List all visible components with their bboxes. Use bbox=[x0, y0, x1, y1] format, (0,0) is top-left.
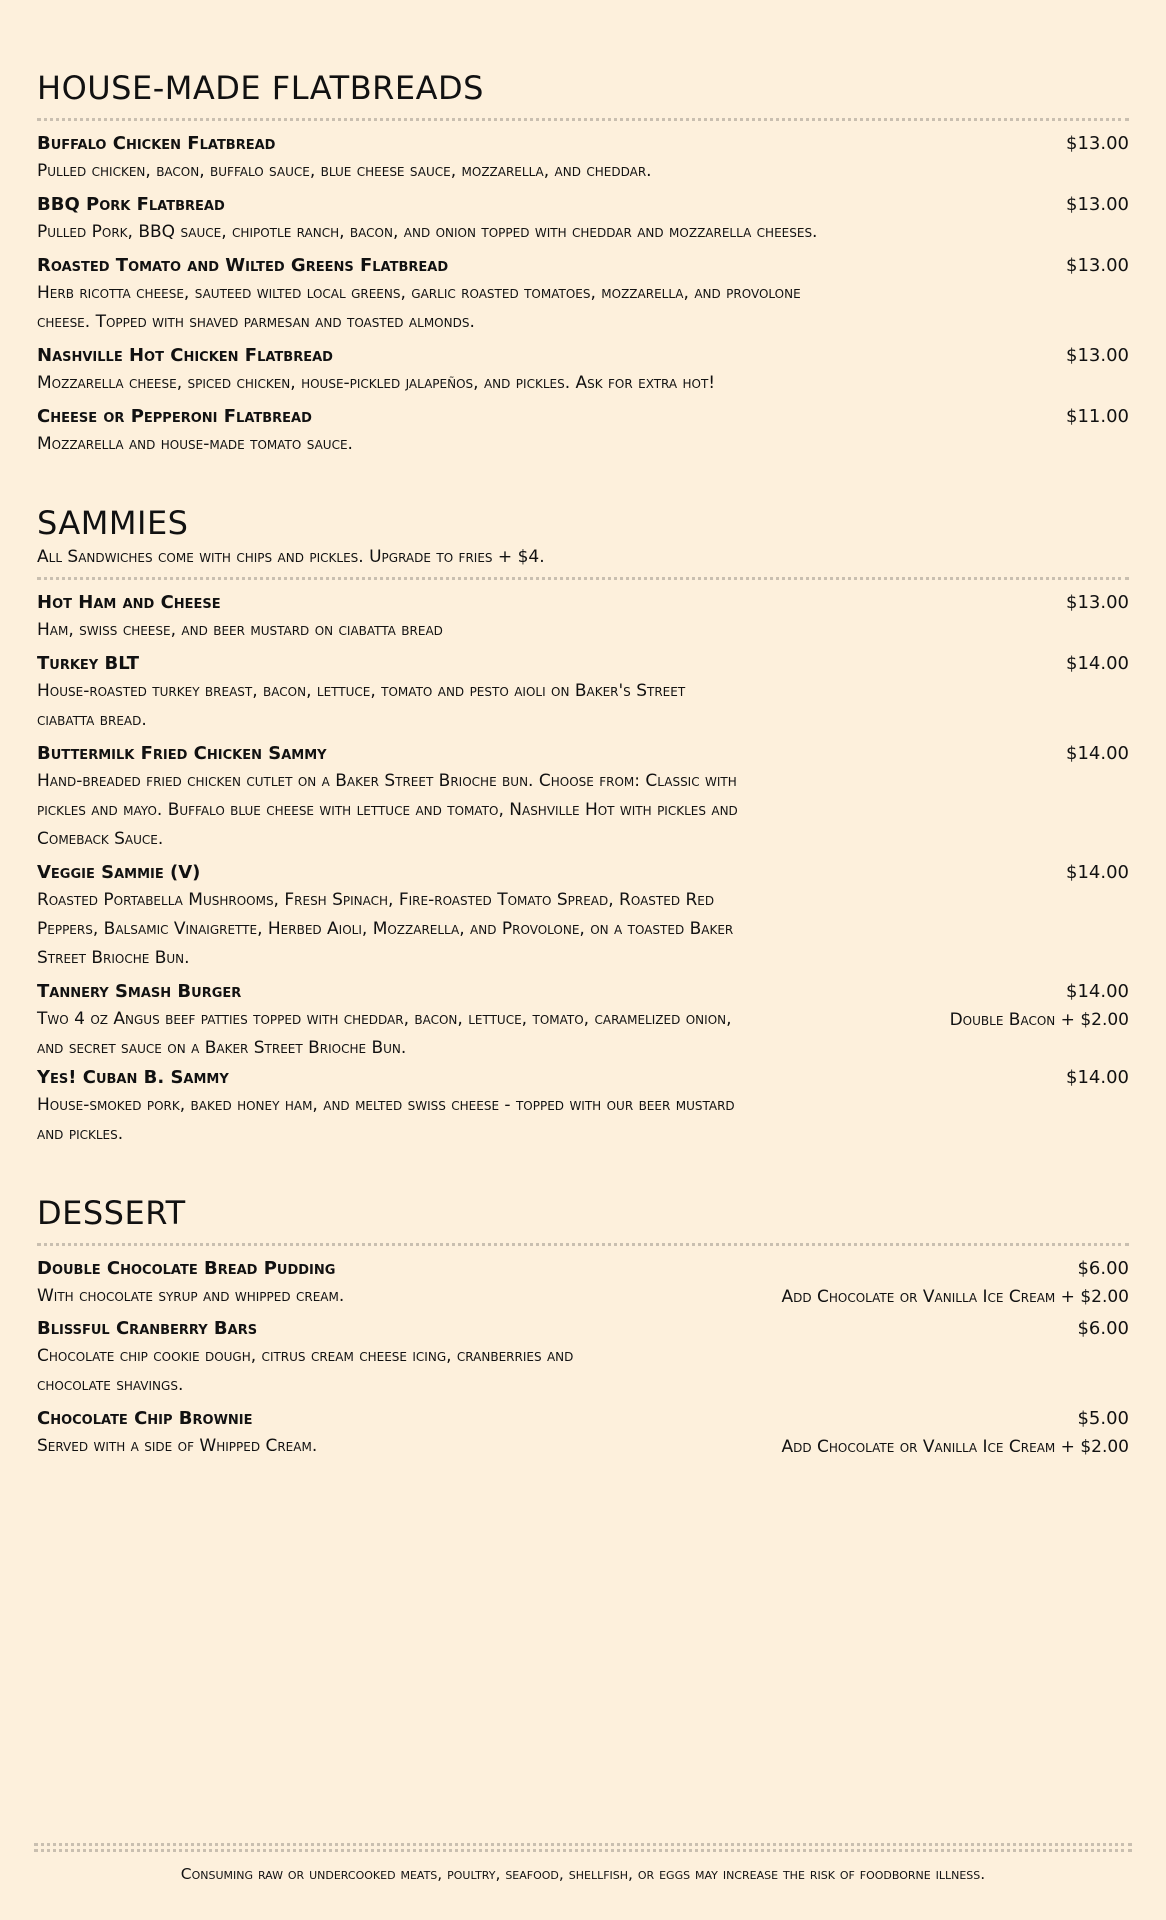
item-name: Double Chocolate Bread Pudding bbox=[37, 1258, 336, 1279]
item-description: Ham, swiss cheese, and beer mustard on ciabatta bread bbox=[37, 620, 443, 640]
menu-item bbox=[37, 131, 1129, 186]
item-price: $13.00 bbox=[1066, 345, 1129, 366]
addon-plus: + bbox=[1060, 1010, 1075, 1030]
item-name: BBQ Pork Flatbread bbox=[37, 194, 225, 215]
section-title: DESSERT bbox=[37, 1194, 186, 1232]
item-addon bbox=[782, 1282, 1130, 1312]
item-price: $5.00 bbox=[1077, 1408, 1129, 1429]
item-description: With chocolate syrup and whipped cream. bbox=[37, 1286, 345, 1306]
item-description: House-roasted turkey breast, bacon, lettuce, tomato and pesto aioli on Baker's Street ciabatta bread. bbox=[37, 681, 686, 730]
item-name: Chocolate Chip Brownie bbox=[37, 1408, 253, 1429]
addon-price: $2.00 bbox=[1080, 1010, 1129, 1030]
item-description: Pulled Pork, BBQ sauce, chipotle ranch, bacon, and onion topped with cheddar and mozzarella cheeses. bbox=[37, 222, 818, 242]
item-description: House-smoked pork, baked honey ham, and melted swiss cheese - topped with our beer mustard and pickles. bbox=[37, 1095, 735, 1144]
menu-item bbox=[37, 979, 1129, 1063]
addon-label: Double Bacon bbox=[949, 1010, 1056, 1030]
sammies-section bbox=[37, 459, 1129, 1149]
item-price: $6.00 bbox=[1077, 1258, 1129, 1279]
menu-item bbox=[37, 860, 1129, 973]
section-title: HOUSE-MADE FLATBREADS bbox=[37, 69, 484, 107]
addon-price: $2.00 bbox=[1080, 1287, 1129, 1307]
item-description: Pulled chicken, bacon, buffalo sauce, blue cheese sauce, mozzarella, and cheddar. bbox=[37, 161, 652, 181]
item-price: $11.00 bbox=[1066, 406, 1129, 427]
item-name: Tannery Smash Burger bbox=[37, 981, 242, 1002]
item-price: $13.00 bbox=[1066, 194, 1129, 215]
item-price: $14.00 bbox=[1066, 862, 1129, 883]
item-addon bbox=[782, 1432, 1130, 1462]
menu-item bbox=[37, 404, 1129, 459]
item-name: Cheese or Pepperoni Flatbread bbox=[37, 406, 312, 427]
item-description: Roasted Portabella Mushrooms, Fresh Spinach, Fire-roasted Tomato Spread, Roasted Red Peppers, Balsamic Vinaigrette, Herbed Aioli, Mozzarella, and Provolone, on a toasted Baker Street Brioche Bun. bbox=[37, 890, 734, 968]
item-price: $14.00 bbox=[1066, 653, 1129, 674]
menu-item bbox=[37, 343, 1129, 398]
item-price: $13.00 bbox=[1066, 255, 1129, 276]
item-name: Buffalo Chicken Flatbread bbox=[37, 133, 276, 154]
item-name: Roasted Tomato and Wilted Greens Flatbread bbox=[37, 255, 449, 276]
item-addon bbox=[950, 1005, 1129, 1035]
item-price: $14.00 bbox=[1066, 1067, 1129, 1088]
item-name: Yes! Cuban B. Sammy bbox=[37, 1067, 229, 1088]
addon-plus: + bbox=[1060, 1287, 1075, 1307]
item-description: Two 4 oz Angus beef patties topped with cheddar, bacon, lettuce, tomato, caramelized onion, and secret sauce on a Baker Street Brioche Bun. bbox=[37, 1009, 732, 1058]
addon-label: Add Chocolate or Vanilla Ice Cream bbox=[781, 1287, 1056, 1307]
item-description: Chocolate chip cookie dough, citrus cream cheese icing, cranberries and chocolate shavings. bbox=[37, 1346, 574, 1395]
menu-item bbox=[37, 1065, 1129, 1149]
footer-divider bbox=[34, 1843, 1132, 1846]
dessert-section bbox=[37, 1149, 1129, 1462]
section-note: All Sandwiches come with chips and pickles. Upgrade to fries + $4. bbox=[37, 547, 545, 567]
addon-label: Add Chocolate or Vanilla Ice Cream bbox=[781, 1437, 1056, 1457]
item-price: $13.00 bbox=[1066, 133, 1129, 154]
addon-price: $2.00 bbox=[1080, 1437, 1129, 1457]
menu-item bbox=[37, 741, 1129, 854]
section-title: SAMMIES bbox=[37, 504, 189, 542]
item-name: Turkey BLT bbox=[37, 653, 139, 674]
item-price: $6.00 bbox=[1077, 1318, 1129, 1339]
item-description: Mozzarella cheese, spiced chicken, house-pickled jalapeños, and pickles. Ask for extra hot! bbox=[37, 373, 716, 393]
item-name: Hot Ham and Cheese bbox=[37, 592, 221, 613]
menu-item bbox=[37, 1406, 1129, 1462]
item-description: Herb ricotta cheese, sauteed wilted local greens, garlic roasted tomatoes, mozzarella, and provolone cheese. Topped with shaved parmesan and toasted almonds. bbox=[37, 283, 801, 332]
item-price: $14.00 bbox=[1066, 981, 1129, 1002]
item-description: Hand-breaded fried chicken cutlet on a Baker Street Brioche bun. Choose from: Classic with pickles and mayo. Buffalo blue cheese with lettuce and tomato, Nashville Hot with pickles and Comeback Sauce. bbox=[37, 771, 738, 849]
item-price: $13.00 bbox=[1066, 592, 1129, 613]
item-price: $14.00 bbox=[1066, 743, 1129, 764]
menu-item bbox=[37, 192, 1129, 247]
menu-item bbox=[37, 590, 1129, 645]
item-name: Nashville Hot Chicken Flatbread bbox=[37, 345, 333, 366]
food-safety-disclaimer: Consuming raw or undercooked meats, poultry, seafood, shellfish, or eggs may increase the risk of foodborne illness. bbox=[180, 1865, 986, 1883]
menu-item bbox=[37, 1316, 1129, 1400]
item-description: Mozzarella and house-made tomato sauce. bbox=[37, 434, 353, 454]
flatbreads-section bbox=[37, 0, 1129, 459]
addon-plus: + bbox=[1060, 1437, 1075, 1457]
menu-item bbox=[37, 253, 1129, 337]
item-description: Served with a side of Whipped Cream. bbox=[37, 1436, 318, 1456]
item-name: Veggie Sammie (V) bbox=[37, 862, 201, 883]
footer-divider bbox=[34, 1849, 1132, 1852]
item-name: Buttermilk Fried Chicken Sammy bbox=[37, 743, 327, 764]
menu-item bbox=[37, 651, 1129, 735]
item-name: Blissful Cranberry Bars bbox=[37, 1318, 258, 1339]
menu-item bbox=[37, 1256, 1129, 1312]
